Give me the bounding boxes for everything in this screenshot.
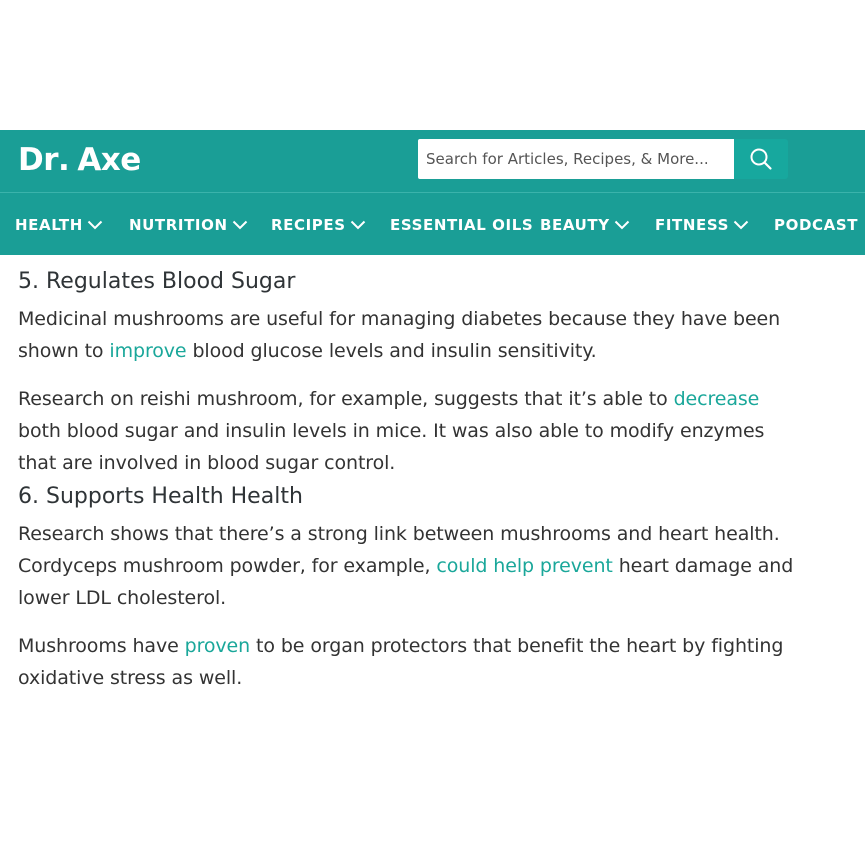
nav-item-podcast[interactable]: PODCAST — [774, 215, 859, 234]
article-body — [18, 232, 798, 710]
nav-item-nutrition[interactable]: NUTRITION — [129, 193, 248, 256]
search-button[interactable] — [734, 139, 788, 179]
nav-item-essential-oils[interactable]: ESSENTIAL OILS — [390, 215, 534, 234]
site-header — [0, 130, 865, 192]
section-heading-regulates-blood-sugar: 5. Regulates Blood Sugar — [18, 269, 296, 294]
site-logo[interactable]: Dr . Axe — [18, 142, 141, 178]
nav-item-beauty[interactable]: BEAUTY — [540, 193, 630, 256]
chevron-down-icon — [614, 220, 630, 230]
link-improve[interactable]: improve — [109, 340, 187, 362]
nav-item-recipes[interactable]: RECIPES — [271, 193, 366, 256]
main-nav — [0, 192, 865, 255]
chevron-down-icon — [350, 220, 366, 230]
paragraph: Research shows that there’s a strong link between mushrooms and heart health. Cordyceps mushroom powder, for example, could help prevent heart damage and lower LDL cholesterol. — [18, 523, 794, 609]
paragraph: Research on reishi mushroom, for example, suggests that it’s able to decrease both blood sugar and insulin levels in mice. It was also able to modify enzymes that are involved in blood sugar control. — [18, 388, 765, 474]
chevron-down-icon — [232, 220, 248, 230]
paragraph: Medicinal mushrooms are useful for managing diabetes because they have been shown to improve blood glucose levels and insulin sensitivity. — [18, 308, 781, 362]
search-bar — [418, 139, 788, 179]
section-heading-supports-health: 6. Supports Health Health — [18, 484, 303, 509]
nav-item-fitness[interactable]: FITNESS — [655, 193, 749, 256]
chevron-down-icon — [733, 220, 749, 230]
paragraph: Mushrooms have proven to be organ protectors that benefit the heart by fighting oxidative stress as well. — [18, 635, 784, 689]
search-input[interactable] — [418, 139, 734, 179]
link-could-help-prevent[interactable]: could help prevent — [436, 555, 613, 577]
link-decrease[interactable]: decrease — [673, 388, 760, 410]
search-icon — [749, 147, 773, 171]
link-proven[interactable]: proven — [184, 635, 251, 657]
nav-item-health[interactable]: HEALTH — [15, 193, 103, 256]
chevron-down-icon — [87, 220, 103, 230]
